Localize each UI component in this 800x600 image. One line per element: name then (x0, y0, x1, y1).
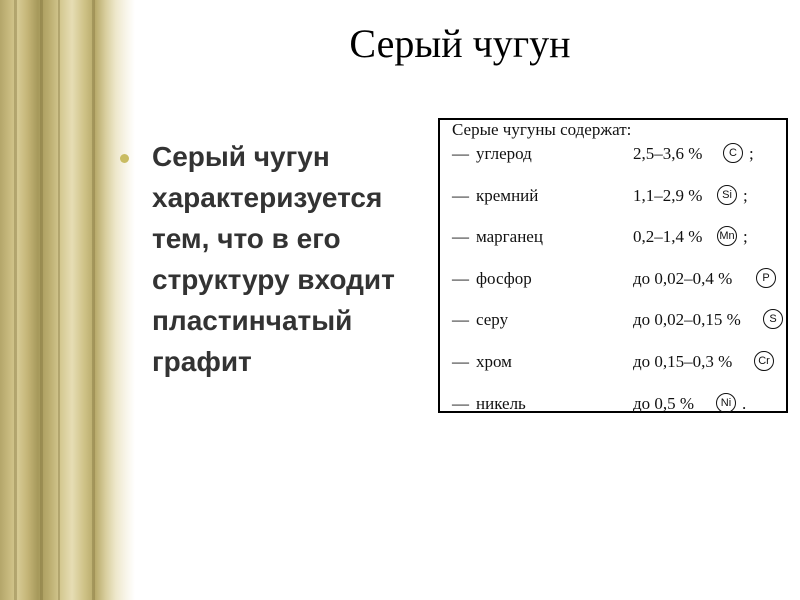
row-dash: — (452, 186, 469, 205)
row-dash: — (452, 269, 469, 288)
table-row (440, 186, 786, 216)
row-punctuation: . (742, 394, 747, 413)
element-symbol-icon: Ni (716, 393, 736, 413)
table-header: Серые чугуны содержат: (452, 120, 632, 139)
content-range: до 0,02–0,15 % (633, 310, 741, 329)
bullet-text: Серый чугун характеризуется тем, что в его структуру входит пластинчатый графит (152, 141, 395, 377)
content-range: 0,2–1,4 % (633, 227, 703, 246)
bullet-dot-icon (120, 154, 129, 163)
element-symbol-icon: C (723, 143, 743, 163)
table-row (440, 144, 786, 174)
content-range: 1,1–2,9 % (633, 186, 703, 205)
element-name: углерод (476, 144, 532, 163)
element-name: никель (476, 394, 526, 413)
table-row (440, 394, 786, 424)
content-range: до 0,5 % (633, 394, 695, 413)
content-range: до 0,02–0,4 % (633, 269, 733, 288)
element-name: хром (476, 352, 512, 371)
row-punctuation: ; (749, 144, 754, 163)
element-symbol-icon: P (756, 268, 776, 288)
table-row (440, 269, 786, 299)
row-dash: — (452, 227, 469, 246)
row-punctuation: ; (743, 227, 748, 246)
composition-table (438, 118, 788, 413)
element-symbol-icon: Mn (717, 226, 737, 246)
decorative-side-band (0, 0, 135, 600)
element-name: кремний (476, 186, 539, 205)
slide-title: Серый чугун (349, 21, 571, 66)
content-range: до 0,15–0,3 % (633, 352, 733, 371)
element-symbol-icon: Cr (754, 351, 774, 371)
element-symbol-icon: Si (717, 185, 737, 205)
table-row (440, 352, 786, 382)
table-row (440, 227, 786, 257)
element-name: серу (476, 310, 509, 329)
row-dash: — (452, 310, 469, 329)
element-symbol-icon: S (763, 309, 783, 329)
element-name: марганец (476, 227, 543, 246)
row-punctuation: ; (743, 186, 748, 205)
row-dash: — (452, 144, 469, 163)
element-name: фосфор (476, 269, 532, 288)
table-row (440, 310, 786, 340)
row-dash: — (452, 394, 469, 413)
row-dash: — (452, 352, 469, 371)
content-range: 2,5–3,6 % (633, 144, 703, 163)
